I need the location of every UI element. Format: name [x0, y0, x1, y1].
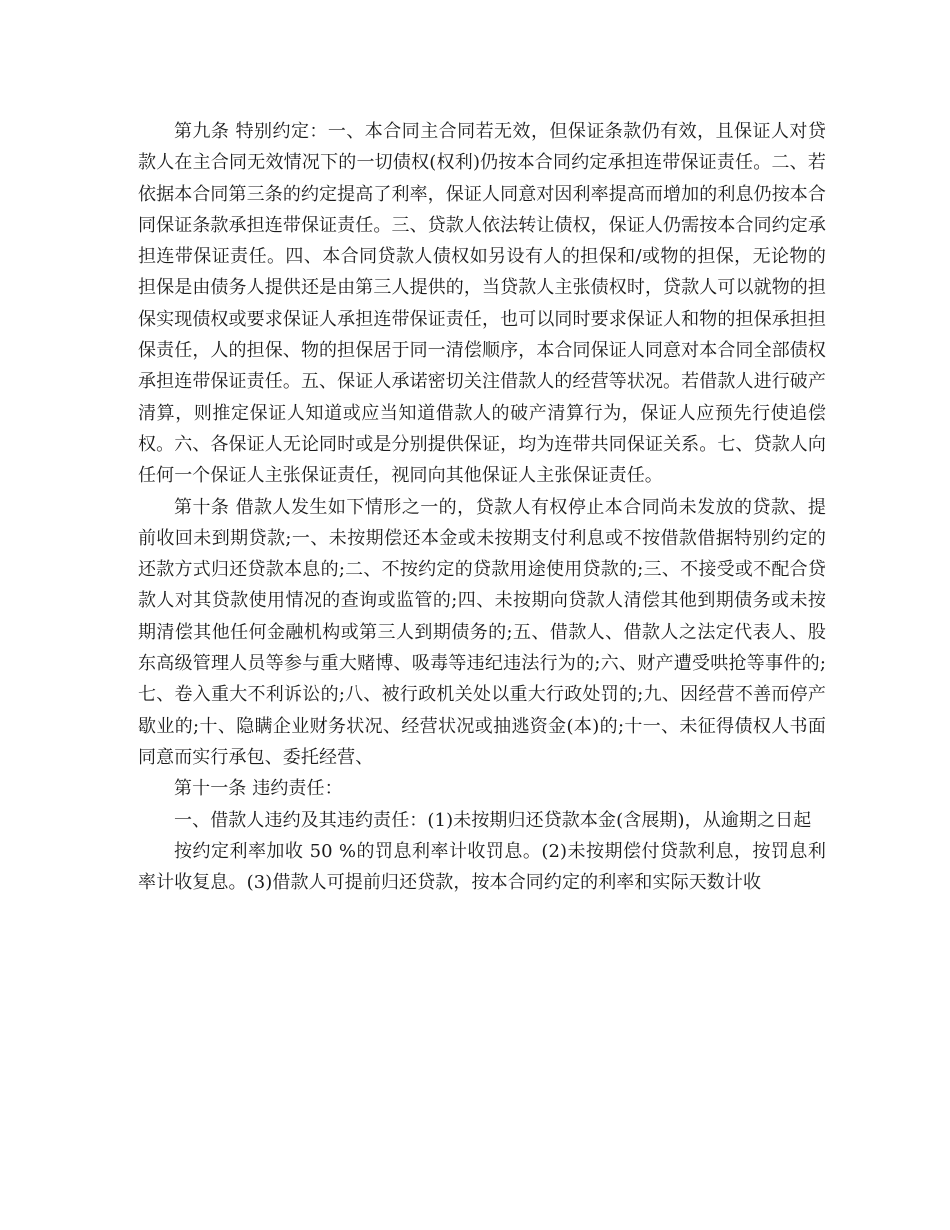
breach-clause-paragraph: 一、借款人违约及其违约责任：(1)未按期归还贷款本金(含展期)，从逾期之日起	[174, 809, 812, 831]
document-page	[138, 116, 826, 898]
article-9-paragraph: 第九条 特别约定：一、本合同主合同若无效，但保证条款仍有效，且保证人对贷款人在主合同无效情况下的一切债权(权利)仍按本合同约定承担连带保证责任。二、若依据本合同第三条的约定提高了利率，保证人同意对因利率提高而增加的利息仍按本合同保证条款承担连带保证责任。三、贷款人依法转让债权，保证人仍需按本合同约定承担连带保证责任。四、本合同贷款人债权如另设有人的担保和/或物的担保，无论物的担保是由债务人提供还是由第三人提供的，当贷款人主张债权时，贷款人可以就物的担保实现债权或要求保证人承担连带保证责任，也可以同时要求保证人和物的担保承担担保责任，人的担保、物的担保居于同一清偿顺序，本合同保证人同意对本合同全部债权承担连带保证责任。五、保证人承诺密切关注借款人的经营等状况。若借款人进行破产清算，则推定保证人知道或应当知道借款人的破产清算行为，保证人应预先行使追偿权。六、各保证人无论同时或是分别提供保证，均为连带共同保证关系。七、贷款人向任何一个保证人主张保证责任，视同向其他保证人主张保证责任。	[138, 121, 826, 487]
article-10-paragraph: 第十条 借款人发生如下情形之一的，贷款人有权停止本合同尚未发放的贷款、提前收回未到期贷款;一、未按期偿还本金或未按期支付利息或不按借款借据特别约定的还款方式归还贷款本息的;二、不按约定的贷款用途使用贷款的;三、不接受或不配合贷款人对其贷款使用情况的查询或监管的;四、未按期向贷款人清偿其他到期债务或未按期清偿其他任何金融机构或第三人到期债务的;五、借款人、借款人之法定代表人、股东高级管理人员等参与重大赌博、吸毒等违纪违法行为的;六、财产遭受哄抢等事件的;七、卷入重大不利诉讼的;八、被行政机关处以重大行政处罚的;九、因经营不善而停产歇业的;十、隐瞒企业财务状况、经营状况或抽逃资金(本)的;十一、未征得债权人书面同意而实行承包、委托经营、	[138, 496, 826, 768]
article-11-heading: 第十一条 违约责任：	[174, 778, 343, 800]
penalty-interest-paragraph: 按约定利率加收 50 %的罚息利率计收罚息。(2)未按期偿付贷款利息，按罚息利率计收复息。(3)借款人可提前归还贷款，按本合同约定的利率和实际天数计收	[138, 840, 826, 894]
